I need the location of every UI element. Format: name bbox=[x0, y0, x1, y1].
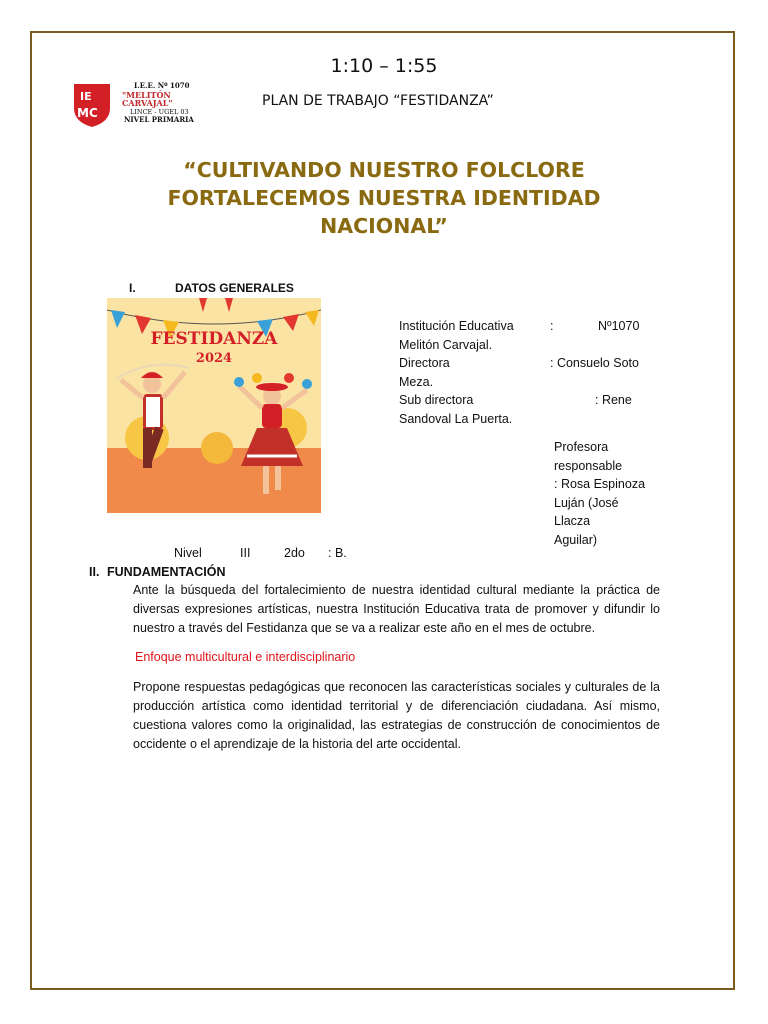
section-1-number: I. bbox=[129, 281, 136, 295]
enfoque-subheading: Enfoque multicultural e interdisciplinario bbox=[135, 650, 356, 664]
directora-value-cont: Meza. bbox=[399, 374, 434, 389]
section-2-number: II. bbox=[89, 565, 100, 579]
profesora-line: Aguilar) bbox=[554, 532, 598, 547]
logo-level: NIVEL PRIMARIA bbox=[124, 115, 194, 124]
directora-label: Directora bbox=[399, 356, 450, 370]
section-2-title: FUNDAMENTACIÓN bbox=[107, 565, 226, 579]
monogram-bottom: MC bbox=[77, 106, 98, 120]
subdirectora-value: : Rene bbox=[595, 393, 632, 407]
headline-line-3: NACIONAL” bbox=[320, 214, 448, 238]
time-range: 1:10 – 1:55 bbox=[330, 55, 438, 77]
logo-school-name: "MELITÓN CARVAJAL" bbox=[122, 89, 173, 108]
profesora-line: : Rosa Espinoza bbox=[554, 477, 646, 491]
nivel-seccion: : B. bbox=[328, 546, 347, 560]
nivel-label: Nivel bbox=[174, 546, 202, 560]
institucion-name: Melitón Carvajal. bbox=[399, 337, 493, 352]
main-headline bbox=[120, 156, 648, 240]
institucion-label: Institución Educativa bbox=[399, 319, 514, 333]
datos-generales-block bbox=[399, 317, 649, 428]
nivel-ciclo: III bbox=[240, 546, 251, 560]
profesora-line: Luján (José Llacza bbox=[554, 495, 619, 528]
headline-line-2: FORTALECEMOS NUESTRA IDENTIDAD bbox=[167, 186, 601, 210]
profesora-block bbox=[554, 438, 654, 549]
plan-title: PLAN DE TRABAJO “FESTIDANZA” bbox=[262, 93, 494, 109]
headline-line-1: “CULTIVANDO NUESTRO FOLCLORE bbox=[183, 158, 585, 182]
institucion-number: Nº1070 bbox=[598, 319, 640, 333]
profesora-line: responsable bbox=[554, 458, 623, 473]
nivel-row bbox=[174, 546, 347, 560]
section-2-heading bbox=[89, 565, 226, 579]
monogram-top: IE bbox=[80, 90, 92, 103]
school-logo bbox=[72, 82, 204, 128]
festidanza-poster bbox=[107, 298, 321, 513]
section-1-title: DATOS GENERALES bbox=[175, 281, 294, 295]
fundamentacion-paragraph-1: Ante la búsqueda del fortalecimiento de nuestra identidad cultural mediante la práctica de diversas expresiones artísticas, nuestra Institución Educativa trata de promover y difundir lo nuestro a través del Festidanza que se va a realizar este año en el mes de octubre. bbox=[133, 583, 660, 635]
profesora-line: Profesora bbox=[554, 440, 609, 454]
section-1-heading bbox=[129, 281, 294, 295]
fundamentacion-paragraph-2: Propone respuestas pedagógicas que reconocen las características sociales y culturales de la producción artística como identidad territorial y de diferenciación ciudadana. Así mismo, cuestiona valores como la originalidad, las estrategias de construcción de conocimientos de occidente o el aprendizaje de la historia del arte occidental. bbox=[133, 680, 660, 751]
school-shield-icon bbox=[72, 82, 112, 128]
poster-title: FESTIDANZA bbox=[150, 329, 278, 349]
logo-school-number: I.E.E. Nº 1070 bbox=[134, 81, 190, 90]
logo-ugel: LINCE - UGEL 03 bbox=[130, 107, 189, 116]
subdirectora-label: Sub directora bbox=[399, 393, 474, 407]
subdirectora-value-cont: Sandoval La Puerta. bbox=[399, 411, 513, 426]
poster-year: 2024 bbox=[195, 351, 233, 366]
directora-value: : Consuelo Soto bbox=[550, 356, 639, 370]
nivel-grado: 2do bbox=[284, 546, 305, 560]
institucion-sep: : bbox=[550, 319, 554, 333]
